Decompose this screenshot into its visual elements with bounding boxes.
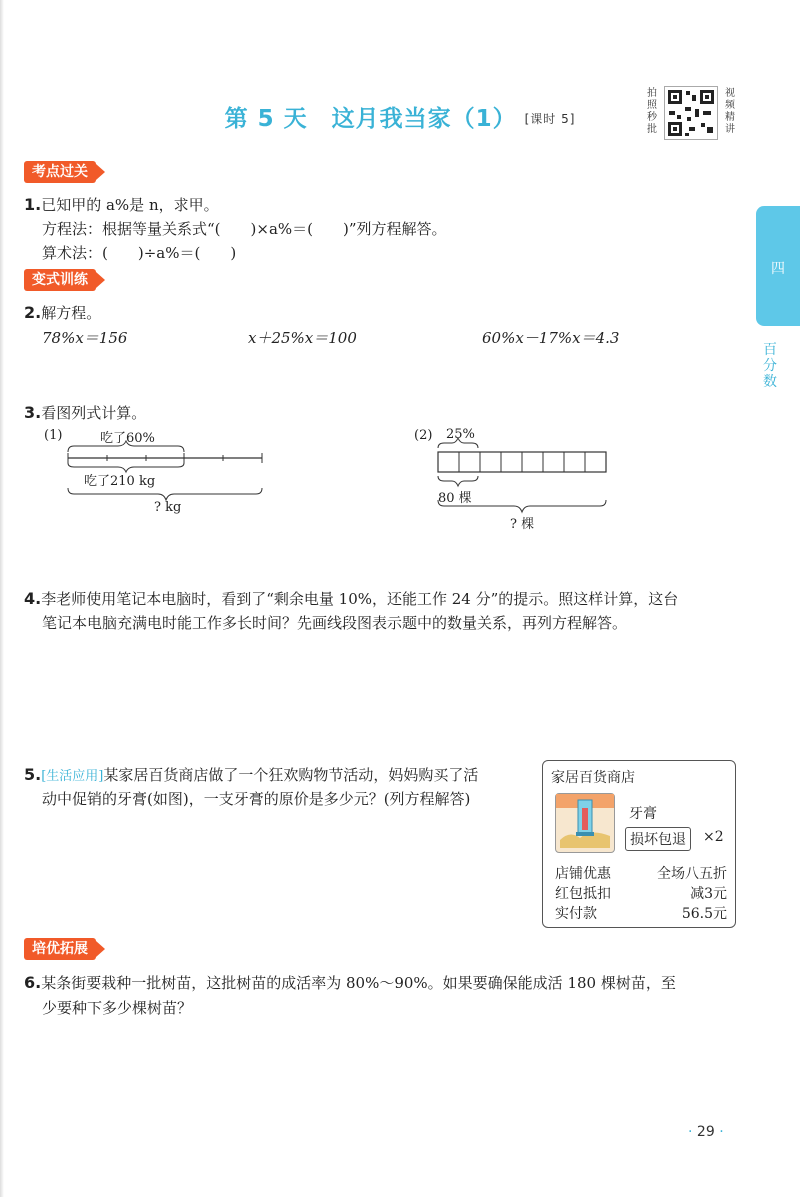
q4-number: 4. — [24, 589, 42, 608]
page-number — [688, 1124, 724, 1140]
question-4 — [24, 588, 678, 609]
q3-part1-bottom-label: ? kg — [154, 500, 182, 515]
q5-tag: [生活应用] — [41, 769, 104, 784]
qr-code-icon[interactable] — [664, 86, 718, 140]
row-coupon-label: 红包抵扣 — [555, 886, 611, 902]
toothpaste-image — [555, 793, 615, 853]
page-number-text: 29 — [696, 1124, 715, 1140]
q3-part2-mid-label: 80 棵 — [438, 491, 472, 506]
row-paid-value: 56.5元 — [681, 906, 727, 922]
store-receipt-card — [542, 760, 736, 928]
product-name: 牙膏 — [629, 806, 657, 822]
row-paid-label: 实付款 — [555, 906, 597, 922]
q3-number: 3. — [24, 403, 42, 422]
q3-part2-label: (2) — [414, 428, 433, 443]
q6-number: 6. — [24, 973, 42, 992]
q3-stem: 看图列式计算。 — [41, 404, 147, 422]
q5-number: 5. — [24, 765, 42, 784]
q4-line-2: 笔记本电脑充满电时能工作多长时间？先画线段图表示题中的数量关系，再列方程解答。 — [42, 614, 628, 632]
section-tag-extension: 培优拓展 — [24, 938, 96, 960]
q6-line-1: 某条街要栽种一批树苗，这批树苗的成活率为 80%～90%。如果要确保能成活 180 棵树苗，至 — [41, 974, 676, 992]
dot-left-icon: · — [688, 1124, 693, 1140]
q5-line-2: 动中促销的牙膏(如图)，一支牙膏的原价是多少元？(列方程解答) — [42, 790, 471, 808]
store-name: 家居百货商店 — [551, 770, 635, 786]
q3-part1-top-label: 吃了60% — [100, 431, 155, 446]
question-5 — [24, 764, 478, 785]
return-badge: 损坏包退 — [625, 827, 691, 851]
chapter-number: 四 — [771, 261, 785, 277]
q1-arithmetic-method: 算术法：( )÷a%＝( ) — [42, 244, 237, 262]
q1-equation-method: 方程法：根据等量关系式“( )×a%＝( )”列方程解答。 — [42, 220, 447, 238]
question-1 — [24, 194, 219, 215]
q4-line-1: 李老师使用笔记本电脑时，看到了“剩余电量 10%，还能工作 24 分”的提示。照这样计算，这台 — [41, 590, 679, 608]
q3-part1-label: (1) — [44, 428, 63, 443]
section-tag-variants: 变式训练 — [24, 269, 96, 291]
dot-right-icon: · — [719, 1124, 724, 1140]
question-6 — [24, 972, 676, 993]
q3-part2-top-label: 25% — [446, 427, 475, 442]
row-discount-label: 店铺优惠 — [555, 866, 611, 882]
q3-part1-mid-label: 吃了210 kg — [84, 474, 156, 489]
q2-number: 2. — [24, 303, 42, 322]
q1-number: 1. — [24, 195, 42, 214]
qr-block[interactable] — [644, 86, 738, 142]
quantity: ×2 — [703, 829, 724, 845]
lesson-label: [课时 5] — [524, 112, 576, 126]
q3-part2-bottom-label: ? 棵 — [510, 517, 535, 532]
q1-stem: 已知甲的 a%是 n，求甲。 — [41, 196, 219, 214]
q5-line-1: 某家居百货商店做了一个狂欢购物节活动，妈妈购买了活 — [103, 766, 479, 784]
q2-stem: 解方程。 — [41, 304, 102, 322]
scan-edge — [0, 0, 4, 1197]
title-text: 第 5 天 这月我当家（1） — [224, 106, 517, 132]
row-coupon-value: 减3元 — [690, 886, 727, 902]
q6-line-2: 少要种下多少棵树苗？ — [42, 999, 193, 1017]
chapter-tab[interactable] — [756, 206, 800, 326]
q2-equation-2: x＋25%x＝100 — [248, 329, 357, 347]
q2-equation-1: 78%x＝156 — [42, 329, 128, 347]
section-tag-basics: 考点过关 — [24, 161, 96, 183]
qr-left-label: 拍照秒批 — [647, 88, 657, 135]
qr-right-label: 视频精讲 — [725, 88, 735, 135]
row-discount-value: 全场八五折 — [657, 866, 727, 882]
question-3 — [24, 402, 146, 423]
q2-equation-3: 60%x－17%x＝4.3 — [482, 329, 620, 347]
question-2 — [24, 302, 101, 323]
unit-label: 百分数 — [763, 342, 777, 390]
